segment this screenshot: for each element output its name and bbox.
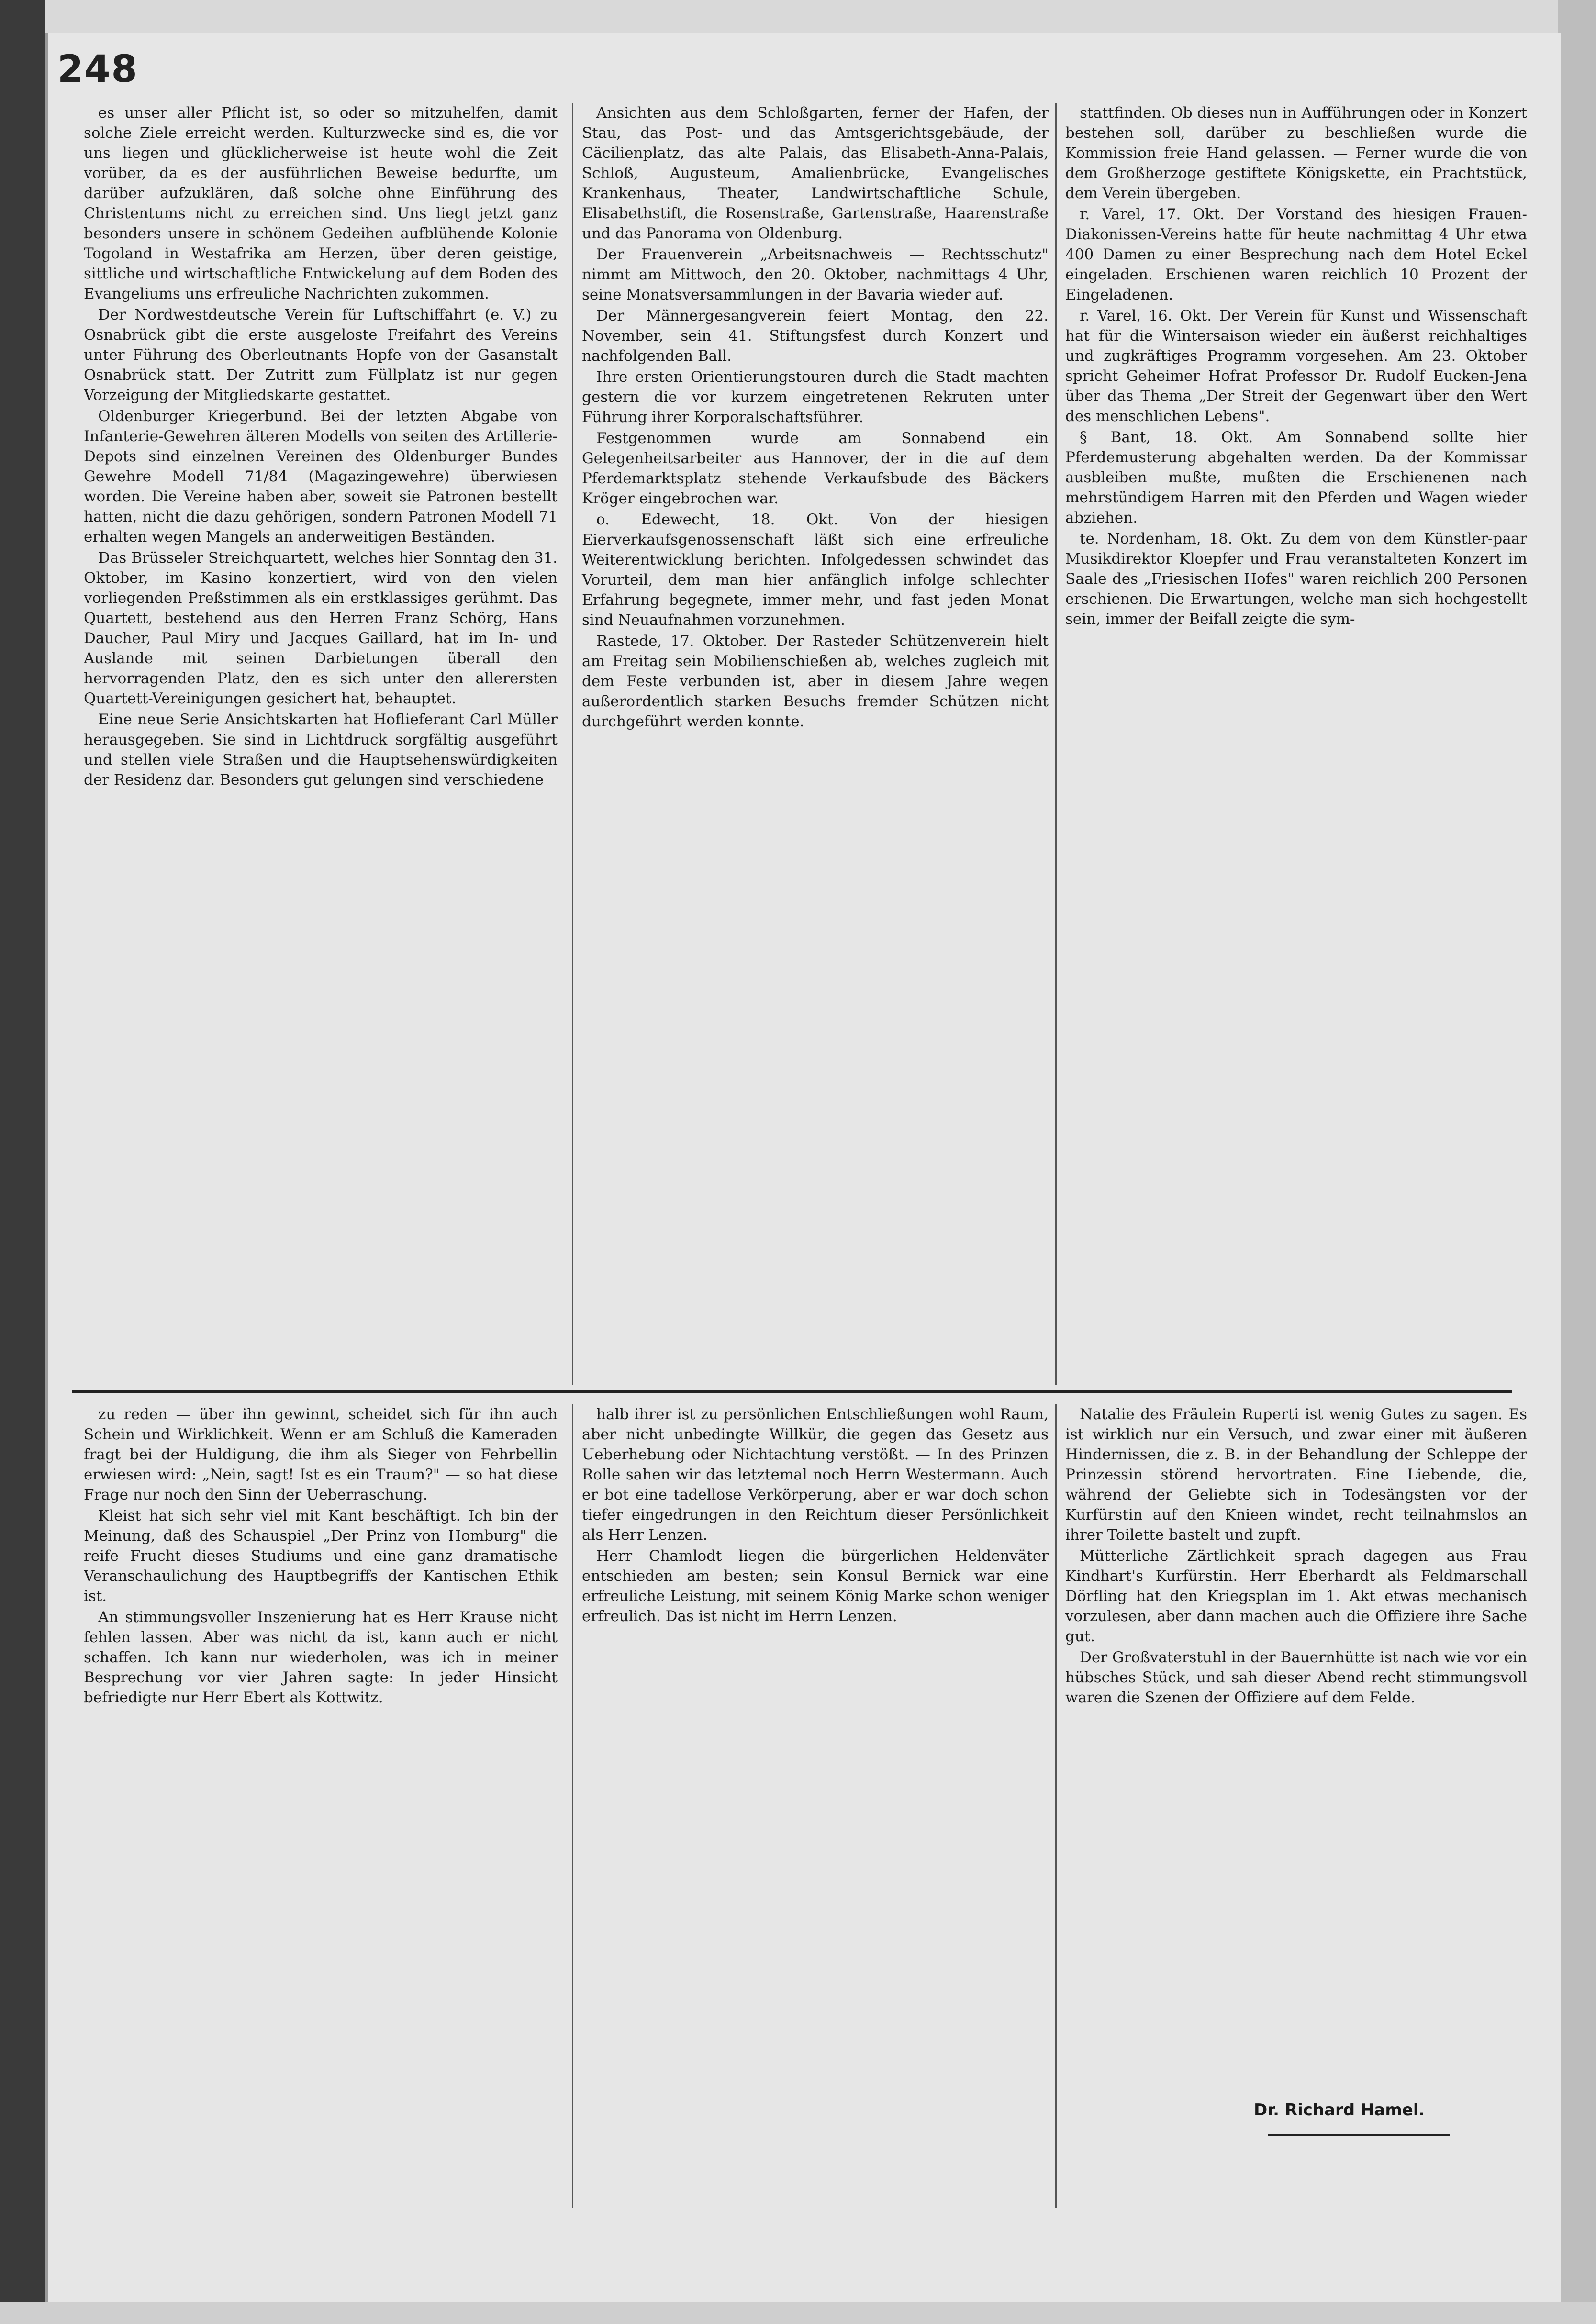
scan-binding-edge — [0, 0, 45, 2324]
article-paragraph: r. Varel, 17. Okt. Der Vorstand des hiesigen Frauen-Diakonissen-Vereins hatte für heute nachmittag 4 Uhr etwa 400 Damen zu einer Besprechung nach dem Hotel Eckel eingeladen. Erschienen waren reichlich 10 Prozent der Eingeladenen. — [1065, 206, 1527, 303]
news-column-1 — [84, 103, 558, 1385]
article-paragraph: r. Varel, 16. Okt. Der Verein für Kunst und Wissenschaft hat für die Wintersaison wieder ein äußerst reichhaltiges und zugkräftiges Programm vorgesehen. Am 23. Oktober spricht Geheimer Hofrat Professor Dr. Rudolf Eucken-Jena über das Thema „Der Streit der Gegenwart über den Wert des menschlichen Lebens". — [1065, 307, 1527, 425]
article-paragraph: o. Edewecht, 18. Okt. Von der hiesigen Eierverkaufsgenossenschaft läßt sich eine erfreuliche Weiterentwicklung berichten. Infolgedessen schwindet das Vorurteil, dem man hier anfänglich infolge schlechter Erfahrung begegnete, immer mehr, und fast jeden Monat sind Neuaufnahmen vorzunehmen. — [582, 511, 1049, 629]
article-paragraph: Der Frauenverein „Arbeitsnachweis — Rechtsschutz" nimmt am Mittwoch, den 20. Oktober, nachmittags 4 Uhr, seine Monatsversammlungen in der Bavaria wieder auf. — [582, 246, 1049, 303]
feuilleton-column-3 — [1055, 1404, 1527, 2208]
scan-bottom-edge — [0, 2302, 1596, 2324]
feuilleton-paragraph: An stimmungsvoller Inszenierung hat es Herr Krause nicht fehlen lassen. Aber was nicht da ist, kann auch er nicht schaffen. Ich kann nur wiederholen, was ich in meiner Besprechung vor vier Jahren sagte: In jeder Hinsicht befriedigte nur Herr Ebert als Kottwitz. — [84, 1609, 558, 1706]
news-column-2 — [572, 103, 1049, 1385]
signature-rule — [1268, 2134, 1450, 2136]
feuilleton-paragraph: zu reden — über ihn gewinnt, scheidet sich für ihn auch Schein und Wirklichkeit. Wenn er am Schluß die Kameraden fragt bei der Huldigung, die ihm als Sieger von Fehrbellin erwiesen wird: „Nein, sagt! Ist es ein Traum?" — so hat diese Frage nur noch den Sinn der Ueberraschung. — [84, 1406, 558, 1503]
feuilleton-paragraph: Kleist hat sich sehr viel mit Kant beschäftigt. Ich bin der Meinung, daß des Schauspiel „Der Prinz von Homburg" die reife Frucht dieses Studiums und eine ganz dramatische Veranschaulichung des Hauptbegriffs der Kantischen Ethik ist. — [84, 1507, 558, 1605]
feuilleton-column-2 — [572, 1404, 1049, 2208]
article-paragraph: Ansichten aus dem Schloßgarten, ferner der Hafen, der Stau, das Post- und das Amtsgerichtsgebäude, der Cäcilienplatz, das alte Palais, das Elisabeth-Anna-Palais, Schloß, Augusteum, Amalienbrücke, Evangelisches Krankenhaus, Theater, Landwirtschaftliche Schule, Elisabethstift, die Rosenstraße, Gartenstraße, Haarenstraße und das Panorama von Oldenburg. — [582, 104, 1049, 242]
article-paragraph: Der Nordwestdeutsche Verein für Luftschiffahrt (e. V.) zu Osnabrück gibt die erste ausgeloste Freifahrt des Vereins unter Führung des Oberleutnants Hopfe von der Gasanstalt Osnabrück statt. Der Zutritt zum Füllplatz ist nur gegen Vorzeigung der Mitgliedskarte gestattet. — [84, 306, 558, 404]
article-paragraph: Der Männergesangverein feiert Montag, den 22. November, sein 41. Stiftungsfest durch Konzert und nachfolgenden Ball. — [582, 307, 1049, 365]
feuilleton-paragraph: Mütterliche Zärtlichkeit sprach dagegen aus Frau Kindhart's Kurfürstin. Herr Eberhardt als Feldmarschall Dörfling hat den Kriegsplan im 1. Akt etwas mechanisch vorzulesen, aber dann machen auch die Offiziere ihre Sache gut. — [1065, 1547, 1527, 1645]
feuilleton-paragraph: Der Großvaterstuhl in der Bauernhütte ist nach wie vor ein hübsches Stück, und sah dieser Abend recht stimmungsvoll waren die Szenen der Offiziere auf dem Felde. — [1065, 1649, 1527, 1706]
article-paragraph: § Bant, 18. Okt. Am Sonnabend sollte hier Pferdemusterung abgehalten werden. Da der Kommissar ausbleiben mußte, mußten die Erschienenen nach mehrstündigem Harren mit den Pferden und Wagen wieder abziehen. — [1065, 429, 1527, 526]
feuilleton-paragraph: Herr Chamlodt liegen die bürgerlichen Heldenväter entschieden am besten; sein Konsul Bernick war eine erfreuliche Leistung, mit seinem König Marke schon weniger erfreulich. Das ist nicht im Herrn Lenzen. — [582, 1547, 1049, 1625]
feuilleton-paragraph: Natalie des Fräulein Ruperti ist wenig Gutes zu sagen. Es ist wirklich nur ein Versuch, und zwar einer mit äußeren Hindernissen, die z. B. in der Behandlung der Schleppe der Prinzessin störend hervortraten. Eine Liebende, die, während der Geliebte sich in Todesängsten vor der Kurfürstin auf den Knieen windet, recht teilnahmslos an ihrer Toilette bastelt und zupft. — [1065, 1406, 1527, 1544]
feuilleton-divider — [72, 1390, 1512, 1393]
article-paragraph: es unser aller Pflicht ist, so oder so mitzuhelfen, damit solche Ziele erreicht werden. Kulturzwecke sind es, die vor uns liegen und glücklicherweise ist heute wohl die Zeit vorüber, da es der ausführlichen Beweise bedurfte, um darüber aufzuklären, daß solche ohne Einführung des Christentums nicht zu erreichen sind. Uns liegt jetzt ganz besonders unsere in schönem Gedeihen aufblühende Kolonie Togoland in Westafrika am Herzen, über deren geistige, sittliche und wirtschaftliche Entwickelung auf dem Boden des Evangeliums uns erfreuliche Nachrichten zukommen. — [84, 104, 558, 302]
article-paragraph: Rastede, 17. Oktober. Der Rasteder Schützenverein hielt am Freitag sein Mobilienschießen ab, welches zugleich mit dem Feste verbunden ist, aber in diesem Jahre wegen außerordentlich starken Besuchs fremder Schützen nicht durchgeführt werden konnte. — [582, 633, 1049, 730]
article-paragraph: Oldenburger Kriegerbund. Bei der letzten Abgabe von Infanterie-Gewehren älteren Modells von seiten des Artillerie-Depots sind einzelnen Vereinen des Oldenburger Bundes Gewehre Modell 71/84 (Magazingewehre) überwiesen worden. Die Vereine haben aber, soweit sie Patronen bestellt hatten, nicht die dazu gehörigen, sondern Patronen Modell 71 erhalten wegen Mangels an anderweitigen Beständen. — [84, 408, 558, 545]
feuilleton-paragraph: halb ihrer ist zu persönlichen Entschließungen wohl Raum, aber nicht unbedingte Willkür, die gegen das Gesetz aus Ueberhebung oder Nichtachtung verstößt. — In des Prinzen Rolle sahen wir das letztemal noch Herrn Westermann. Auch er bot eine tadellose Verkörperung, aber er war doch schon tiefer eingedrungen in den Reichtum dieser Persönlichkeit als Herr Lenzen. — [582, 1406, 1049, 1544]
article-paragraph: Ihre ersten Orientierungstouren durch die Stadt machten gestern die vor kurzem eingetretenen Rekruten unter Führung ihrer Korporalschaftsführer. — [582, 368, 1049, 426]
news-column-3 — [1055, 103, 1527, 1385]
article-paragraph: Das Brüsseler Streichquartett, welches hier Sonntag den 31. Oktober, im Kasino konzertiert, wird von den vielen vorliegenden Preßstimmen als ein erstklassiges gerühmt. Das Quartett, bestehend aus den Herren Franz Schörg, Hans Daucher, Paul Miry und Jacques Gaillard, hat im In- und Auslande mit seinen Darbietungen überall den hervorragenden Platz, den es sich unter den allerersten Quartett-Vereinigungen gesichert hat, behauptet. — [84, 549, 558, 707]
article-paragraph: te. Nordenham, 18. Okt. Zu dem von dem Künstler-paar Musikdirektor Kloepfer und Frau veranstalteten Konzert im Saale des „Friesischen Hofes" waren reichlich 200 Personen erschienen. Die Erwartungen, welche man sich hochgestellt sein, immer der Beifall zeigte die sym- — [1065, 530, 1527, 628]
author-signature: Dr. Richard Hamel. — [1254, 2101, 1425, 2120]
scan-right-edge — [1558, 0, 1596, 2324]
page-number: 248 — [57, 48, 138, 91]
article-paragraph: Festgenommen wurde am Sonnabend ein Gelegenheitsarbeiter aus Hannover, der in die auf dem Pferdemarktsplatz stehende Verkaufsbude des Bäckers Kröger eingebrochen war. — [582, 430, 1049, 507]
feuilleton-column-1 — [84, 1404, 558, 2208]
article-paragraph: stattfinden. Ob dieses nun in Aufführungen oder in Konzert bestehen soll, darüber zu beschließen wurde die Kommission freie Hand gelassen. — Ferner wurde die von dem Großherzoge gestiftete Königskette, ein Prachtstück, dem Verein übergeben. — [1065, 104, 1527, 202]
article-paragraph: Eine neue Serie Ansichtskarten hat Hoflieferant Carl Müller herausgegeben. Sie sind in Lichtdruck sorgfältig ausgeführt und stellen viele Straßen und die Hauptsehenswürdigkeiten der Residenz dar. Besonders gut gelungen sind verschiedene — [84, 711, 558, 789]
